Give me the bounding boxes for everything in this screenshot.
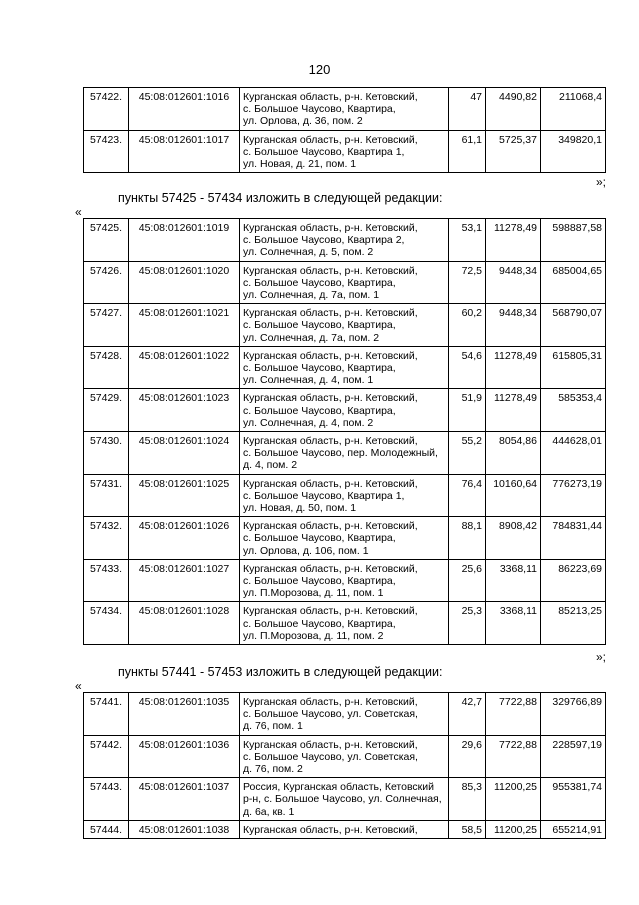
area-value: 25,3 [449,602,486,645]
price-per-unit: 7722,88 [486,693,541,736]
address-line: с. Большое Чаусово, Квартира 1, [243,489,405,502]
address-cell [240,389,449,432]
price-per-unit: 9448,34 [486,261,541,304]
closing-quote-2: »; [595,650,606,664]
table-row [84,693,606,736]
area-value: 54,6 [449,346,486,389]
table-row [84,389,606,432]
price-per-unit: 7722,88 [486,735,541,778]
area-value: 25,6 [449,559,486,602]
address-line: Курганская область, р-н. Кетовский, [243,392,418,405]
address-line: ул. Орлова, д. 106, пом. 1 [243,544,369,557]
area-value: 47 [449,88,486,131]
address-line: с. Большое Чаусово, Квартира, [243,276,396,289]
table-row [84,735,606,778]
address-line: р-н, с. Большое Чаусово, ул. Солнечная, [243,793,442,806]
address-line: д. 76, пом. 1 [243,720,303,733]
row-number: 57432. [84,517,129,560]
address-cell [240,559,449,602]
table-row [84,517,606,560]
opening-quote-1: « [75,205,82,219]
cadastral-number: 45:08:012601:1028 [129,602,240,645]
area-value: 55,2 [449,432,486,475]
address-line: с. Большое Чаусово, Квартира 2, [243,234,405,247]
address-line: ул. Солнечная, д. 4, пом. 1 [243,374,374,387]
address-line: Курганская область, р-н. Кетовский, [243,133,418,146]
property-table-1 [83,87,606,173]
address-line: ул. Новая, д. 50, пом. 1 [243,502,357,515]
cadastral-number: 45:08:012601:1023 [129,389,240,432]
price-per-unit: 3368,11 [486,602,541,645]
address-line: Россия, Курганская область, Кетовский [243,781,434,794]
page-number: 120 [308,62,331,77]
row-number: 57425. [84,219,129,262]
cadastral-value: 85213,25 [541,602,606,645]
cadastral-number: 45:08:012601:1036 [129,735,240,778]
price-per-unit: 5725,37 [486,130,541,173]
address-cell [240,261,449,304]
address-line: д. 4, пом. 2 [243,459,298,472]
row-number: 57431. [84,474,129,517]
price-per-unit: 8054,86 [486,432,541,475]
address-cell [240,304,449,347]
cadastral-value: 655214,91 [541,820,606,838]
area-value: 42,7 [449,693,486,736]
row-number: 57434. [84,602,129,645]
address-line: Курганская область, р-н. Кетовский, [243,222,418,234]
area-value: 29,6 [449,735,486,778]
address-cell [240,820,449,838]
area-value: 88,1 [449,517,486,560]
address-cell [240,219,449,262]
address-line: ул. Солнечная, д. 5, пом. 2 [243,246,374,259]
address-line: Курганская область, р-н. Кетовский, [243,264,418,277]
address-cell [240,602,449,645]
table-row [84,559,606,602]
cadastral-number: 45:08:012601:1016 [129,88,240,131]
row-number: 57429. [84,389,129,432]
table-row [84,304,606,347]
property-table-2 [83,218,606,645]
address-line: с. Большое Чаусово, ул. Советская, [243,708,418,721]
area-value: 58,5 [449,820,486,838]
area-value: 61,1 [449,130,486,173]
address-cell [240,693,449,736]
table-row [84,130,606,173]
cadastral-number: 45:08:012601:1038 [129,820,240,838]
cadastral-value: 349820,1 [541,130,606,173]
address-cell [240,474,449,517]
address-line: ул. Орлова, д. 36, пом. 2 [243,115,363,128]
address-cell [240,346,449,389]
price-per-unit: 11278,49 [486,389,541,432]
table-row [84,820,606,838]
address-line: с. Большое Чаусово, ул. Советская, [243,750,418,763]
area-value: 60,2 [449,304,486,347]
price-per-unit: 11278,49 [486,346,541,389]
address-line: с. Большое Чаусово, Квартира 1, [243,145,405,158]
cadastral-value: 955381,74 [541,778,606,821]
cadastral-value: 585353,4 [541,389,606,432]
address-cell [240,130,449,173]
row-number: 57430. [84,432,129,475]
price-per-unit: 10160,64 [486,474,541,517]
price-per-unit: 11278,49 [486,219,541,262]
address-line: с. Большое Чаусово, Квартира, [243,575,396,588]
address-line: Курганская область, р-н. Кетовский, [243,520,418,533]
address-line: с. Большое Чаусово, Квартира, [243,404,396,417]
address-line: Курганская область, р-н. Кетовский, [243,738,418,751]
area-value: 53,1 [449,219,486,262]
address-line: Курганская область, р-н. Кетовский, [243,562,418,575]
cadastral-value: 329766,89 [541,693,606,736]
row-number: 57441. [84,693,129,736]
cadastral-number: 45:08:012601:1037 [129,778,240,821]
cadastral-value: 776273,19 [541,474,606,517]
address-cell [240,432,449,475]
cadastral-number: 45:08:012601:1026 [129,517,240,560]
cadastral-number: 45:08:012601:1025 [129,474,240,517]
address-cell [240,517,449,560]
address-cell [240,735,449,778]
property-table-3 [83,692,606,839]
address-line: с. Большое Чаусово, Квартира, [243,617,396,630]
address-line: Курганская область, р-н. Кетовский, [243,435,418,448]
cadastral-number: 45:08:012601:1017 [129,130,240,173]
address-line: с. Большое Чаусово, Квартира, [243,362,396,375]
area-value: 72,5 [449,261,486,304]
cadastral-number: 45:08:012601:1022 [129,346,240,389]
price-per-unit: 4490,82 [486,88,541,131]
table-row [84,778,606,821]
cadastral-value: 784831,44 [541,517,606,560]
cadastral-number: 45:08:012601:1027 [129,559,240,602]
address-line: д. 6а, кв. 1 [243,805,295,818]
address-line: Курганская область, р-н. Кетовский, [243,307,418,320]
cadastral-value: 86223,69 [541,559,606,602]
address-line: ул. Солнечная, д. 7а, пом. 2 [243,331,380,344]
row-number: 57443. [84,778,129,821]
cadastral-value: 444628,01 [541,432,606,475]
address-line: д. 76, пом. 2 [243,763,303,776]
cadastral-value: 685004,65 [541,261,606,304]
address-line: Курганская область, р-н. Кетовский, [243,91,418,103]
price-per-unit: 11200,25 [486,778,541,821]
instruction-1: пункты 57425 - 57434 изложить в следующей редакции: [118,191,443,205]
row-number: 57442. [84,735,129,778]
price-per-unit: 11200,25 [486,820,541,838]
opening-quote-2: « [75,679,82,693]
cadastral-number: 45:08:012601:1019 [129,219,240,262]
area-value: 51,9 [449,389,486,432]
address-line: Курганская область, р-н. Кетовский, [243,696,418,708]
closing-quote-1: »; [595,175,606,189]
address-line: ул. П.Морозова, д. 11, пом. 1 [243,587,384,600]
area-value: 76,4 [449,474,486,517]
table-row [84,602,606,645]
address-cell [240,778,449,821]
address-line: ул. П.Морозова, д. 11, пом. 2 [243,629,384,642]
table-row [84,88,606,131]
row-number: 57444. [84,820,129,838]
cadastral-value: 211068,4 [541,88,606,131]
cadastral-value: 615805,31 [541,346,606,389]
row-number: 57433. [84,559,129,602]
table-row [84,261,606,304]
row-number: 57426. [84,261,129,304]
address-line: с. Большое Чаусово, пер. Молодежный, [243,447,438,460]
table-row [84,219,606,262]
row-number: 57422. [84,88,129,131]
address-line: Курганская область, р-н. Кетовский, [243,349,418,362]
table-row [84,346,606,389]
row-number: 57427. [84,304,129,347]
row-number: 57428. [84,346,129,389]
address-line: ул. Новая, д. 21, пом. 1 [243,158,357,171]
cadastral-value: 568790,07 [541,304,606,347]
cadastral-number: 45:08:012601:1024 [129,432,240,475]
address-line: Курганская область, р-н. Кетовский, [243,605,418,618]
address-line: ул. Солнечная, д. 4, пом. 2 [243,416,374,429]
address-line: с. Большое Чаусово, Квартира, [243,103,396,116]
cadastral-number: 45:08:012601:1020 [129,261,240,304]
address-line: с. Большое Чаусово, Квартира, [243,319,396,332]
price-per-unit: 8908,42 [486,517,541,560]
address-line: Курганская область, р-н. Кетовский, [243,477,418,490]
address-cell [240,88,449,131]
address-line: Курганская область, р-н. Кетовский, [243,823,418,836]
instruction-2: пункты 57441 - 57453 изложить в следующей редакции: [118,665,443,679]
address-line: с. Большое Чаусово, Квартира, [243,532,396,545]
price-per-unit: 3368,11 [486,559,541,602]
address-line: ул. Солнечная, д. 7а, пом. 1 [243,289,380,302]
table-row [84,432,606,475]
cadastral-value: 598887,58 [541,219,606,262]
cadastral-number: 45:08:012601:1021 [129,304,240,347]
price-per-unit: 9448,34 [486,304,541,347]
table-row [84,474,606,517]
row-number: 57423. [84,130,129,173]
cadastral-value: 228597,19 [541,735,606,778]
cadastral-number: 45:08:012601:1035 [129,693,240,736]
area-value: 85,3 [449,778,486,821]
